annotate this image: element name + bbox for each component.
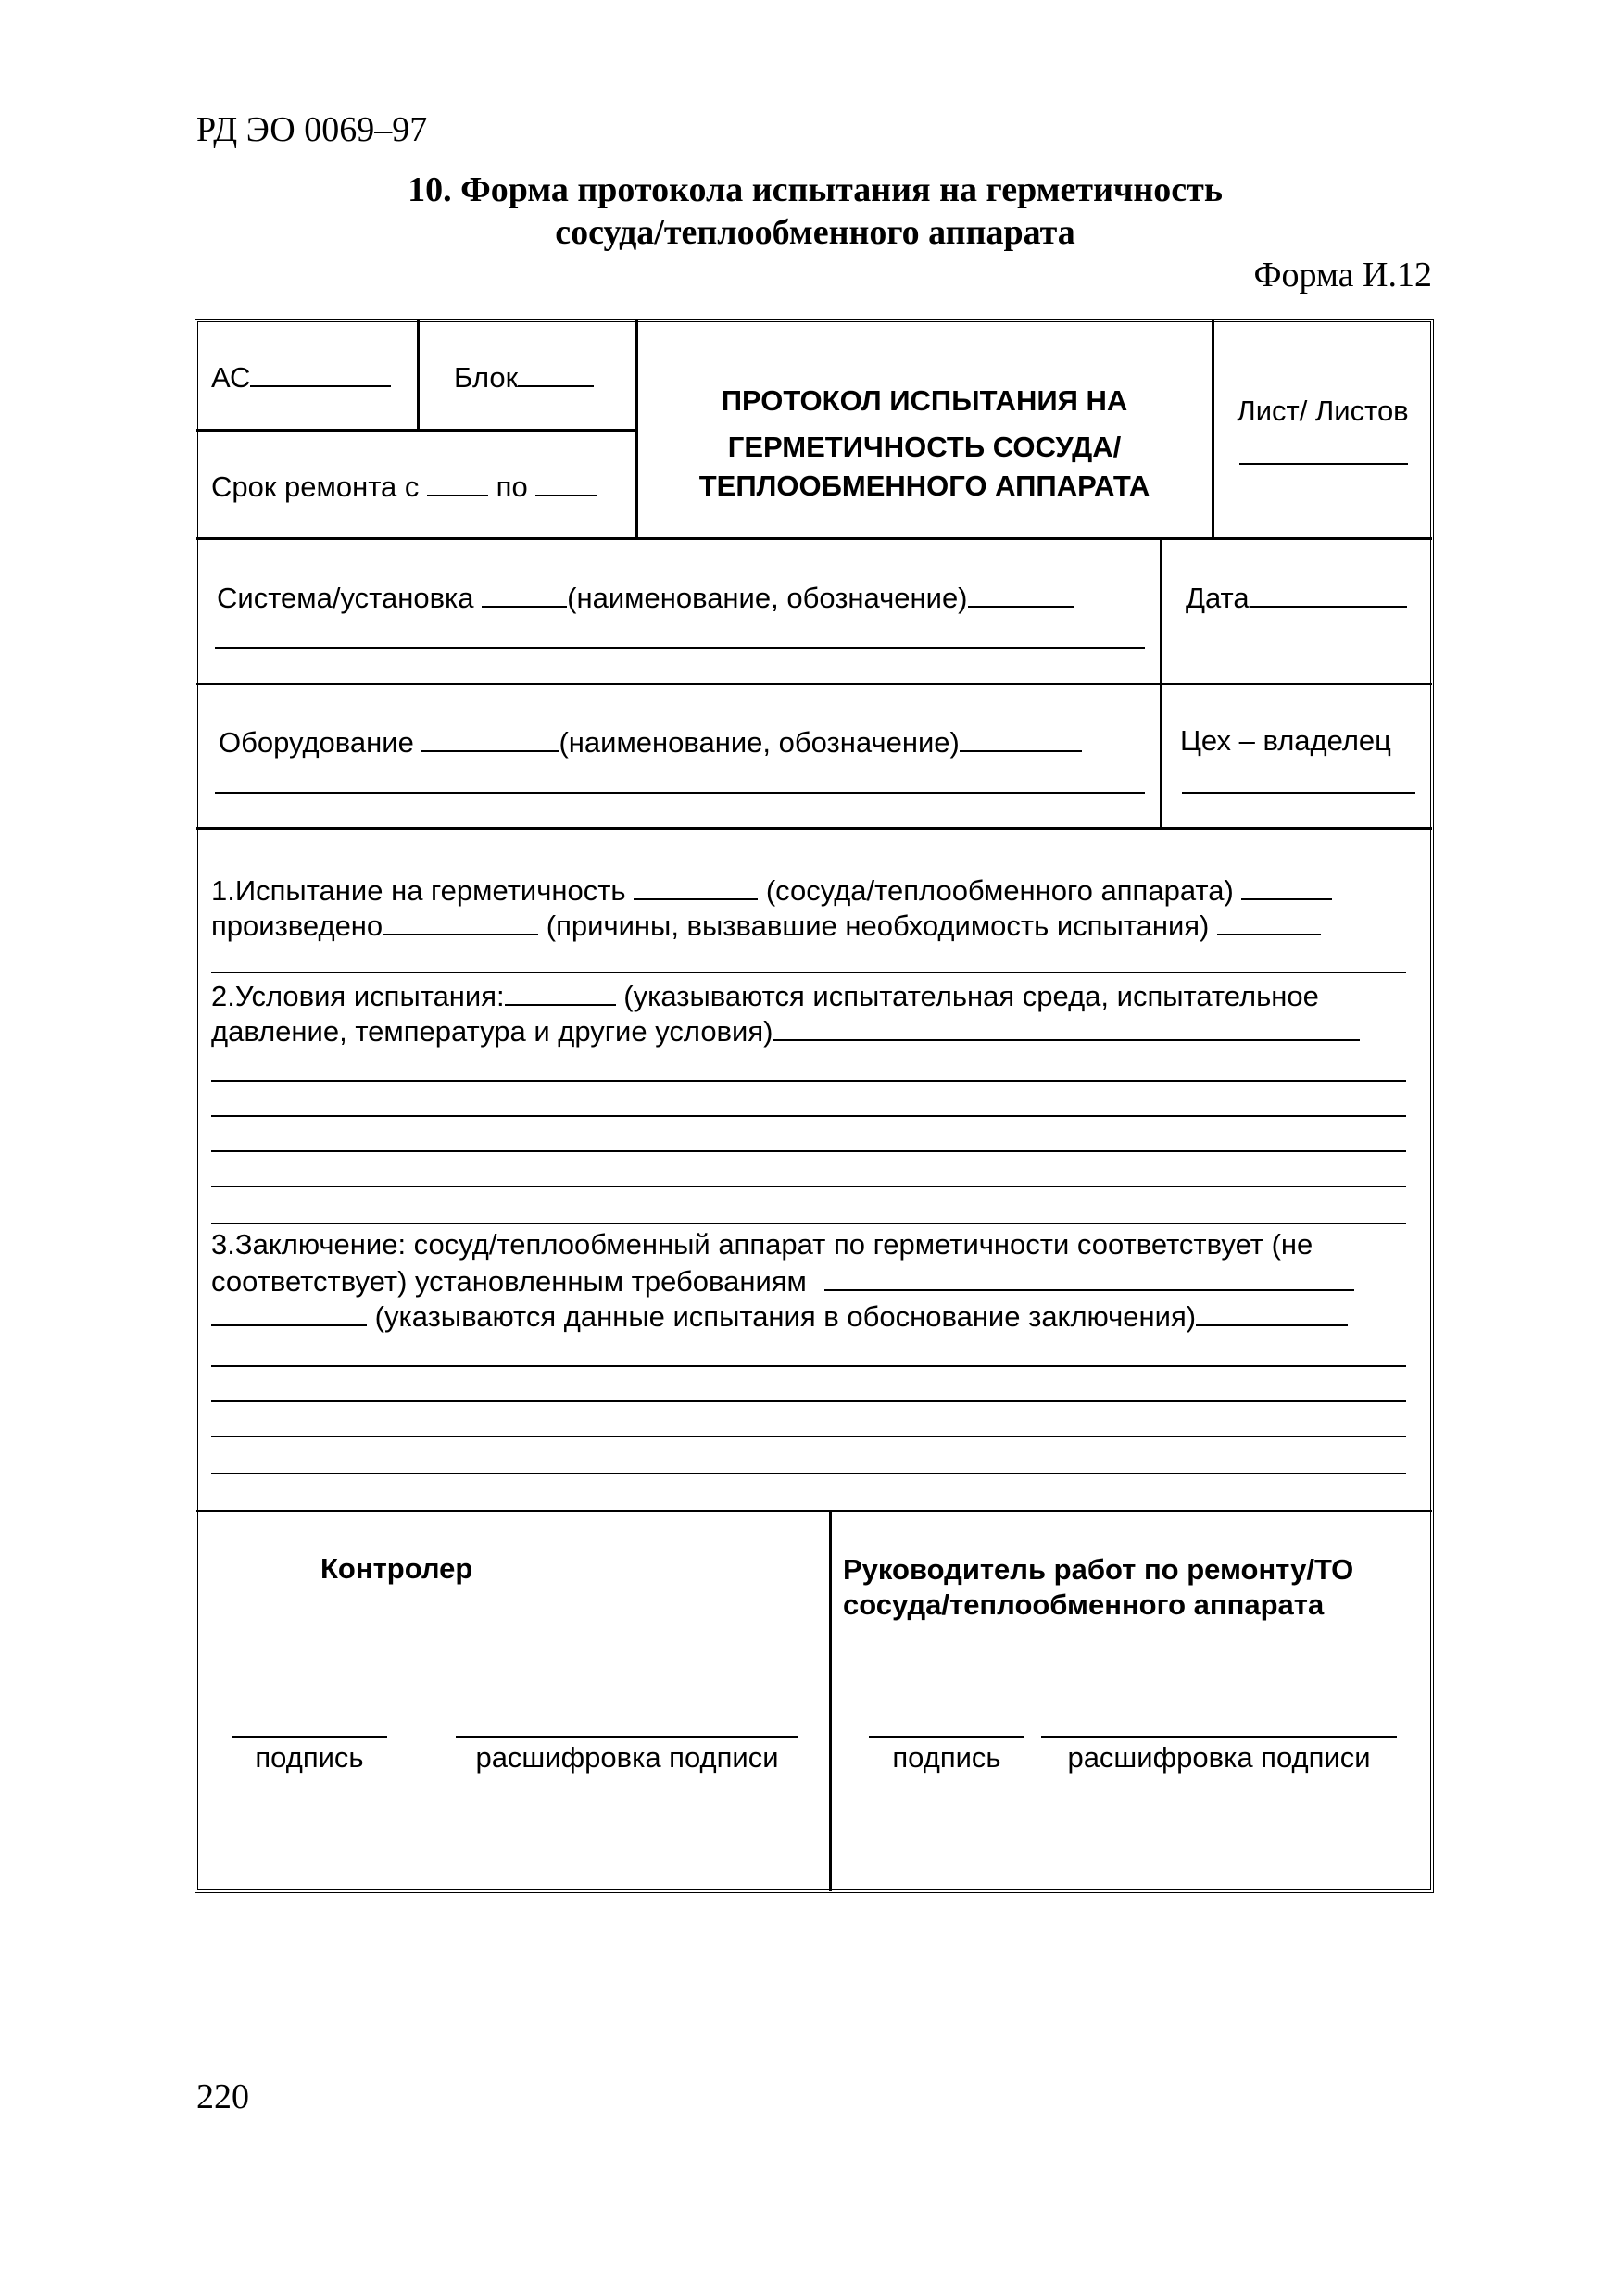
manager-label: Руководитель работ по ремонту/ТО сосуда/теплообменного аппарата — [843, 1553, 1354, 1621]
divider-title-right — [1212, 320, 1214, 537]
divider-title-left — [635, 320, 638, 537]
sheet-count-label: Лист/ Листов — [1237, 395, 1409, 427]
system-field-line-2[interactable] — [215, 647, 1145, 649]
item2-fill-line[interactable] — [211, 1115, 1406, 1117]
item3-line-2[interactable]: соответствует) установленным требованиям — [211, 1263, 1354, 1299]
controller-label: Контролер — [320, 1552, 473, 1585]
equipment-field[interactable]: Оборудование (наименование, обозначение) — [219, 724, 1082, 759]
item3-fill-line[interactable] — [211, 1436, 1406, 1437]
controller-signature-decode-label: расшифровка подписи — [475, 1741, 779, 1774]
page-title — [196, 169, 1434, 254]
divider-as-repair — [196, 429, 635, 432]
divider-as-block — [417, 320, 420, 429]
manager-signature-field[interactable] — [869, 1736, 1024, 1738]
controller-signature-label: подпись — [255, 1741, 364, 1774]
title-line-2: сосуда/теплообменного аппарата — [555, 213, 1075, 252]
item2-line-1[interactable]: 2.Условия испытания: (указываются испытательная среда, испытательное — [211, 980, 1319, 1012]
divider-date-column — [1160, 537, 1162, 827]
controller-signature-field[interactable] — [232, 1736, 387, 1738]
manager-signature-decode-field[interactable] — [1041, 1736, 1397, 1738]
date-field[interactable]: Дата — [1186, 580, 1407, 615]
row-divider-system — [196, 683, 1432, 685]
item3-line-3[interactable]: (указываются данные испытания в обоснование заключения) — [211, 1299, 1348, 1334]
item2-line-2[interactable]: давление, температура и другие условия) — [211, 1013, 1360, 1048]
document-code: РД ЭО 0069–97 — [196, 110, 428, 149]
item3-fill-line[interactable] — [211, 1365, 1406, 1367]
manager-signature-decode-label: расшифровка подписи — [1067, 1741, 1371, 1774]
system-field[interactable]: Система/установка (наименование, обозначение) — [217, 580, 1074, 615]
owner-workshop-label: Цех – владелец — [1180, 724, 1391, 757]
divider-signatures — [829, 1510, 832, 1891]
repair-period-field[interactable]: Срок ремонта с по — [211, 469, 597, 504]
item3-fill-line[interactable] — [211, 1400, 1406, 1402]
row-divider-equipment — [196, 827, 1432, 830]
title-line-1: 10. Форма протокола испытания на герметичность — [408, 170, 1223, 209]
item2-fill-line[interactable] — [211, 1150, 1406, 1152]
item2-fill-line[interactable] — [211, 1080, 1406, 1082]
sheet-count-field[interactable] — [1239, 463, 1408, 465]
protocol-form — [195, 319, 1434, 1893]
as-field[interactable]: АС — [211, 359, 391, 395]
form-number-label: Форма И.12 — [1253, 256, 1432, 295]
controller-signature-decode-field[interactable] — [456, 1736, 798, 1738]
item1-line-2[interactable]: произведено (причины, вызвавшие необходимость испытания) — [211, 908, 1321, 943]
block-field[interactable]: Блок — [454, 359, 594, 395]
item2-fill-line[interactable] — [211, 1186, 1406, 1187]
item3-line-1: 3.Заключение: сосуд/теплообменный аппарат по герметичности соответствует (не — [211, 1228, 1313, 1261]
item1-line-3[interactable] — [211, 972, 1406, 973]
owner-workshop-field[interactable] — [1182, 792, 1415, 794]
row-divider-items — [196, 1510, 1432, 1512]
item1-line-1[interactable]: 1.Испытание на герметичность (сосуда/теплообменного аппарата) — [211, 872, 1332, 908]
item2-fill-line[interactable] — [211, 1223, 1406, 1224]
row-divider-header — [196, 537, 1432, 540]
manager-signature-label: подпись — [892, 1741, 1001, 1774]
protocol-title: ПРОТОКОЛ ИСПЫТАНИЯ НА ГЕРМЕТИЧНОСТЬ СОСУДА/ ТЕПЛООБМЕННОГО АППАРАТА — [698, 384, 1150, 502]
item3-fill-line[interactable] — [211, 1473, 1406, 1474]
equipment-field-line-2[interactable] — [215, 792, 1145, 794]
page-number: 220 — [196, 2077, 249, 2116]
